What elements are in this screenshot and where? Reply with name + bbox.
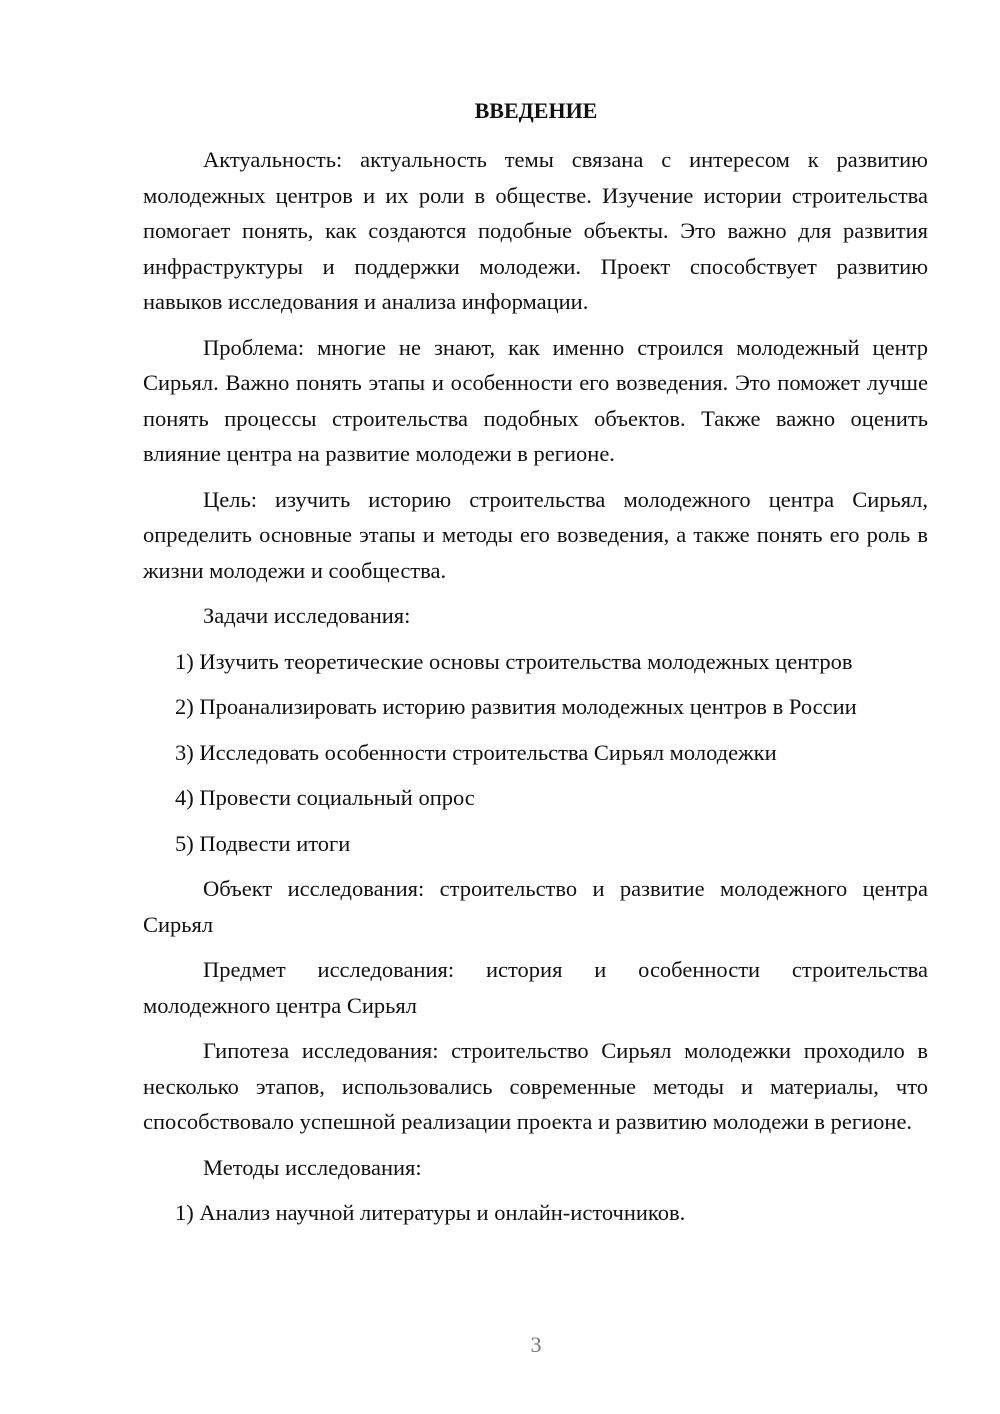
- relevance-paragraph: Актуальность: актуальность темы связана с интересом к развитию молодежных центров и их роли в обществе. Изучение истории строительства помогает понять, как создаются подобные объекты. Это важно для развития инфраструктуры и поддержки молодежи. Проект способствует развитию навыков исследования и анализа информации.: [143, 147, 928, 314]
- task-item-4: 4) Провести социальный опрос: [175, 785, 475, 810]
- goal-paragraph: Цель: изучить историю строительства молодежного центра Сирьял, определить основные этапы и методы его возведения, а также понять его роль в жизни молодежи и сообщества.: [143, 486, 928, 583]
- method-item-1: 1) Анализ научной литературы и онлайн-источников.: [175, 1200, 686, 1225]
- task-item-5: 5) Подвести итоги: [175, 830, 351, 856]
- task-item-1: 1) Изучить теоретические основы строительства молодежных центров: [175, 648, 853, 674]
- section-heading: ВВЕДЕНИЕ: [474, 98, 598, 123]
- tasks-title: Задачи исследования:: [203, 603, 411, 628]
- hypothesis-paragraph: Гипотеза исследования: строительство Сирьял молодежки проходило в несколько этапов, использовались современные методы и материалы, что способствовало успешной реализации проекта и развитию молодежи в регионе.: [143, 1038, 928, 1134]
- task-item-2: 2) Проанализировать историю развития молодежных центров в России: [175, 694, 857, 719]
- object-paragraph: Объект исследования: строительство и развитие молодежного центра Сирьял: [143, 876, 928, 937]
- methods-title: Методы исследования:: [203, 1154, 422, 1180]
- problem-paragraph: Проблема: многие не знают, как именно строился молодежный центр Сирьял. Важно понять этапы и особенности его возведения. Это поможет лучше понять процессы строительства подобных объектов. Также важно оценить влияние центра на развитие молодежи в регионе.: [143, 334, 928, 466]
- task-item-3: 3) Исследовать особенности строительства Сирьял молодежки: [175, 739, 777, 765]
- subject-paragraph: Предмет исследования: история и особенности строительства молодежного центра Сирьял: [143, 957, 928, 1018]
- page-number: 3: [530, 1332, 542, 1357]
- document-body: [143, 142, 928, 1231]
